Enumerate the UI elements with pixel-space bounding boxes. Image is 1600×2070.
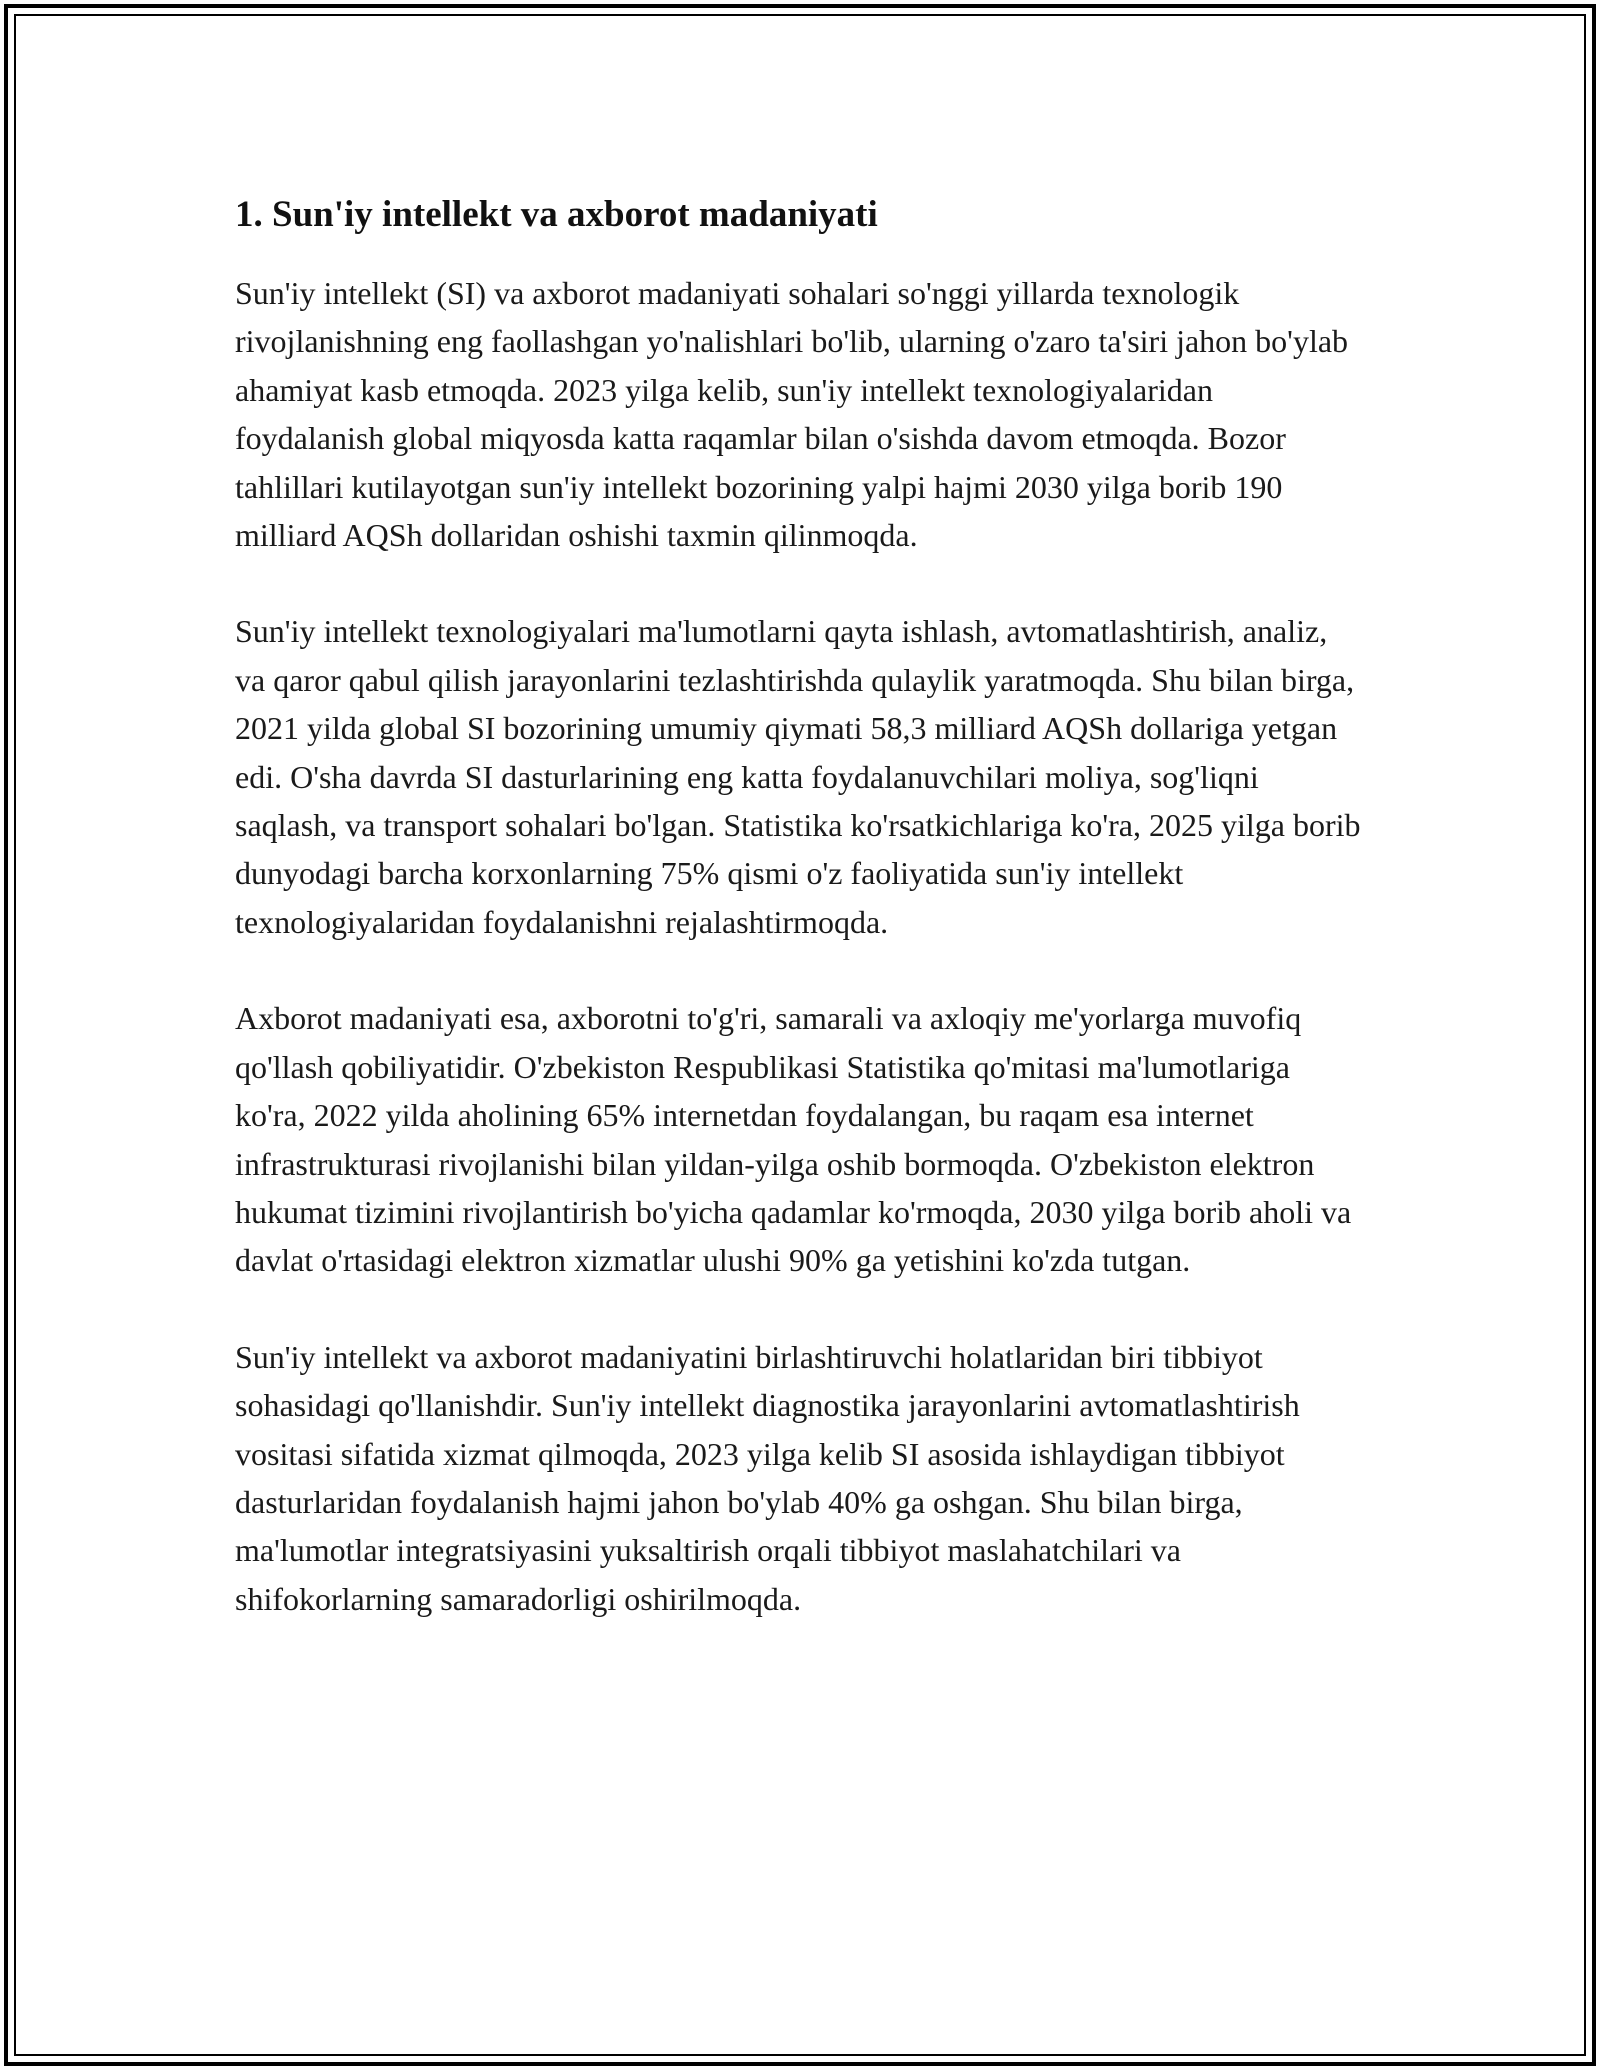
paragraph-medicine-application: Sun'iy intellekt va axborot madaniyatini birlashtiruvchi holatlaridan biri tibbiyot sohasidagi qo'llanishdir. Sun'iy intellekt diagnostika jarayonlarini avtomatlashtirish vositasi sifatida xizmat qilmoqda, 2023 yilga kelib SI asosida ishlaydigan tibbiyot dasturlaridan foydalanish hajmi jahon bo'ylab 40% ga oshgan. Shu bilan birga, ma'lumotlar integratsiyasini yuksaltirish orqali tibbiyot maslahatchilari va shifokorlarning samaradorligi oshirilmoqda. xyxy=(235,1338,1300,1617)
paragraph-ai-market-overview: Sun'iy intellekt (SI) va axborot madaniyati sohalari so'nggi yillarda texnologik rivojlanishning eng faollashgan yo'nalishlari bo'lib, ularning o'zaro ta'siri jahon bo'ylab ahamiyat kasb etmoqda. 2023 yilga kelib, sun'iy intellekt texnologiyalaridan foydalanish global miqyosda katta raqamlar bilan o'sishda davom etmoqda. Bozor tahlillari kutilayotgan sun'iy intellekt bozorining yalpi hajmi 2030 yilga borib 190 milliard AQSh dollaridan oshishi taxmin qilinmoqda. xyxy=(235,275,1349,554)
document-body xyxy=(235,185,1365,1671)
paragraph-information-culture: Axborot madaniyati esa, axborotni to'g'ri, samarali va axloqiy me'yorlarga muvofiq qo'llash qobiliyatidir. O'zbekiston Respublikasi Statistika qo'mitasi ma'lumotlariga ko'ra, 2022 yilda aholining 65% internetdan foydalangan, bu raqam esa internet infrastrukturasi rivojlanishi bilan yildan-yilga oshib bormoqda. O'zbekiston elektron hukumat tizimini rivojlantirish bo'yicha qadamlar ko'rmoqda, 2030 yilga borib aholi va davlat o'rtasidagi elektron xizmatlar ulushi 90% ga yetishini ko'zda tutgan. xyxy=(235,1000,1352,1279)
paragraph-ai-technologies: Sun'iy intellekt texnologiyalari ma'lumotlarni qayta ishlash, avtomatlashtirish, analiz, va qaror qabul qilish jarayonlarini tezlashtirishda qulaylik yaratmoqda. Shu bilan birga, 2021 yilda global SI bozorining umumiy qiymati 58,3 milliard AQSh dollariga yetgan edi. O'sha davrda SI dasturlarining eng katta foydalanuvchilari moliya, sog'liqni saqlash, va transport sohalari bo'lgan. Statistika ko'rsatkichlariga ko'ra, 2025 yilga borib dunyodagi barcha korxonlarning 75% qismi o'z faoliyatida sun'iy intellekt texnologiyalaridan foydalanishni rejalashtirmoqda. xyxy=(235,613,1361,940)
section-heading: 1. Sun'iy intellekt va axborot madaniyati xyxy=(235,194,878,235)
